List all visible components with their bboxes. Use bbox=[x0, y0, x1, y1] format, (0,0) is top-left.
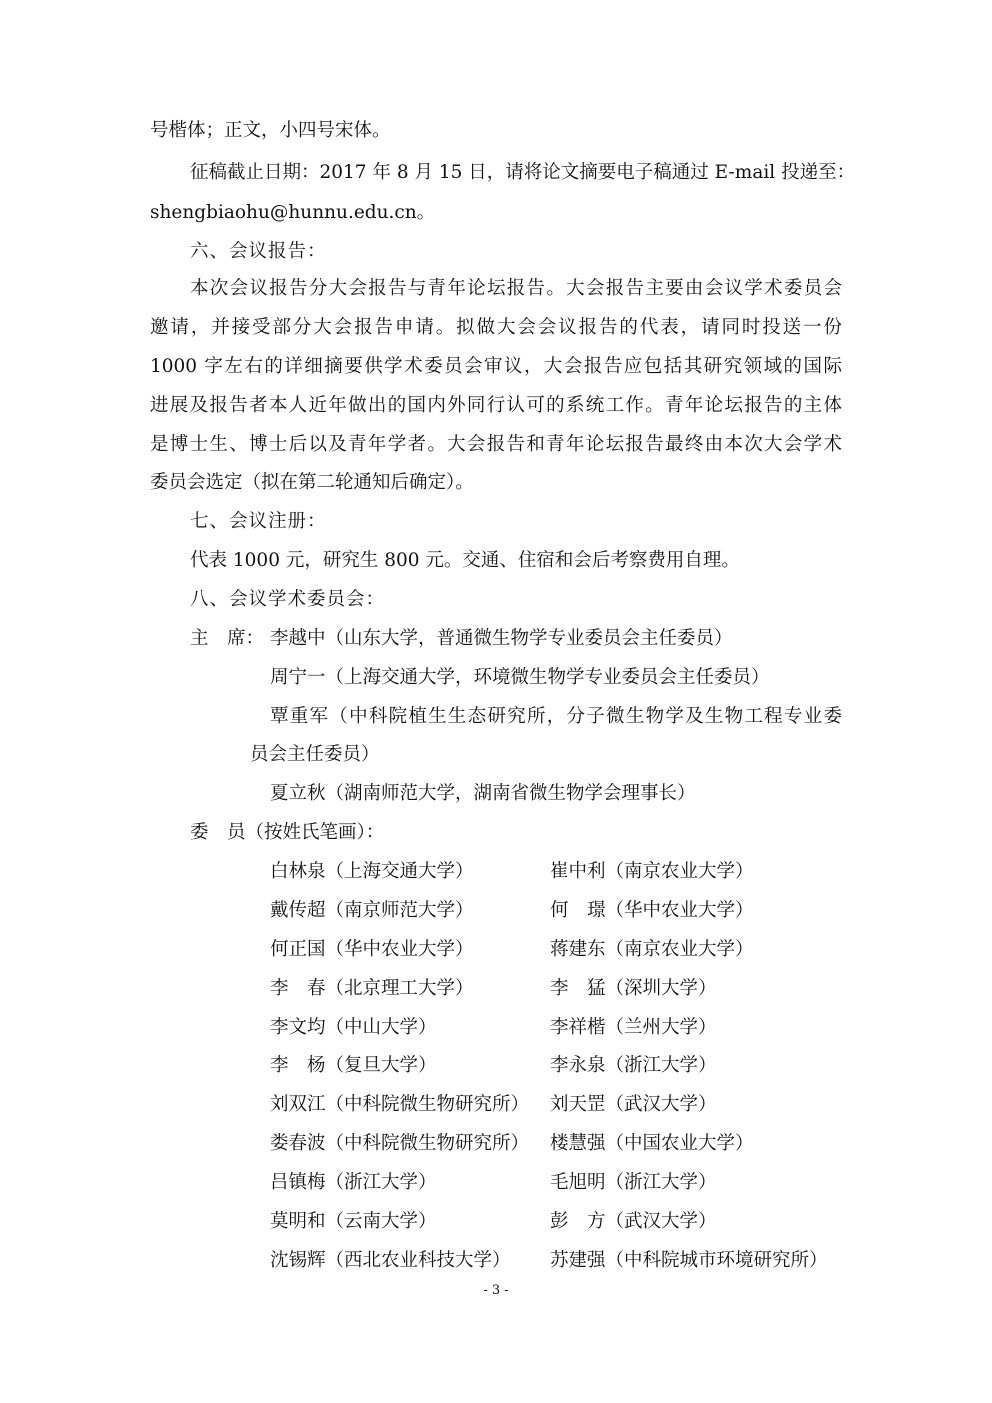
member-entry: 楼慧强（中国农业大学） bbox=[550, 1133, 754, 1154]
member-entry: 娄春波（中科院微生物研究所） bbox=[270, 1133, 530, 1154]
member-entry: 刘双江（中科院微生物研究所） bbox=[270, 1094, 530, 1115]
body-text-line: 号楷体；正文，小四号宋体。 bbox=[150, 120, 391, 141]
section-heading-reports: 六、会议报告： bbox=[190, 241, 327, 262]
section-heading-committee: 八、会议学术委员会： bbox=[190, 589, 386, 610]
member-entry: 李 杨（复旦大学） bbox=[270, 1055, 437, 1076]
member-entry: 何 璟（华中农业大学） bbox=[550, 900, 754, 921]
chair-entry-continued: 员会主任委员） bbox=[250, 744, 380, 765]
member-entry: 李 猛（深圳大学） bbox=[550, 978, 717, 999]
member-entry: 崔中利（南京农业大学） bbox=[550, 861, 754, 882]
member-entry: 白林泉（上海交通大学） bbox=[270, 861, 474, 882]
member-entry: 沈锡辉（西北农业科技大学） bbox=[270, 1250, 511, 1271]
chair-entry: 周宁一（上海交通大学，环境微生物学专业委员会主任委员） bbox=[270, 667, 770, 688]
member-entry: 李文均（中山大学） bbox=[270, 1017, 437, 1038]
paragraph-line: 进展及报告者本人近年做出的国内外同行认可的系统工作。青年论坛报告的主体 bbox=[150, 395, 842, 416]
member-entry: 莫明和（云南大学） bbox=[270, 1211, 437, 1232]
member-entry: 毛旭明（浙江大学） bbox=[550, 1172, 717, 1193]
paragraph-line: 委员会选定（拟在第二轮通知后确定）。 bbox=[150, 472, 474, 493]
member-entry: 吕镇梅（浙江大学） bbox=[270, 1172, 437, 1193]
email-address: shengbiaohu@hunnu.edu.cn。 bbox=[150, 202, 436, 223]
member-entry: 李永泉（浙江大学） bbox=[550, 1055, 717, 1076]
body-text-line: 征稿截止日期：2017 年 8 月 15 日，请将论文摘要电子稿通过 E-mail 投递至： bbox=[190, 162, 856, 183]
member-entry: 戴传超（南京师范大学） bbox=[270, 900, 474, 921]
paragraph-line: 邀请，并接受部分大会报告申请。拟做大会会议报告的代表，请同时投送一份 bbox=[150, 317, 842, 338]
chair-entry: 李越中（山东大学，普通微生物学专业委员会主任委员） bbox=[270, 628, 733, 649]
member-entry: 苏建强（中科院城市环境研究所） bbox=[550, 1250, 828, 1271]
chair-label: 主 席： bbox=[190, 628, 265, 649]
paragraph-line: 1000 字左右的详细摘要供学术委员会审议，大会报告应包括其研究领域的国际 bbox=[150, 356, 842, 377]
member-entry: 李 春（北京理工大学） bbox=[270, 978, 474, 999]
member-entry: 彭 方（武汉大学） bbox=[550, 1211, 717, 1232]
member-entry: 李祥楷（兰州大学） bbox=[550, 1017, 717, 1038]
member-entry: 蒋建东（南京农业大学） bbox=[550, 939, 754, 960]
member-entry: 何正国（华中农业大学） bbox=[270, 939, 474, 960]
paragraph-line: 本次会议报告分大会报告与青年论坛报告。大会报告主要由会议学术委员会 bbox=[190, 278, 842, 299]
chair-entry: 覃重军（中科院植生生态研究所，分子微生物学及生物工程专业委 bbox=[270, 706, 842, 727]
section-heading-registration: 七、会议注册： bbox=[190, 511, 327, 532]
registration-text: 代表 1000 元，研究生 800 元。交通、住宿和会后考察费用自理。 bbox=[190, 550, 740, 571]
chair-entry: 夏立秋（湖南师范大学，湖南省微生物学会理事长） bbox=[270, 783, 696, 804]
member-label: 委 员（按姓氏笔画）： bbox=[190, 822, 385, 843]
page-number: - 3 - bbox=[483, 1283, 509, 1298]
paragraph-line: 是博士生、博士后以及青年学者。大会报告和青年论坛报告最终由本次大会学术 bbox=[150, 434, 842, 455]
member-entry: 刘天罡（武汉大学） bbox=[550, 1094, 717, 1115]
